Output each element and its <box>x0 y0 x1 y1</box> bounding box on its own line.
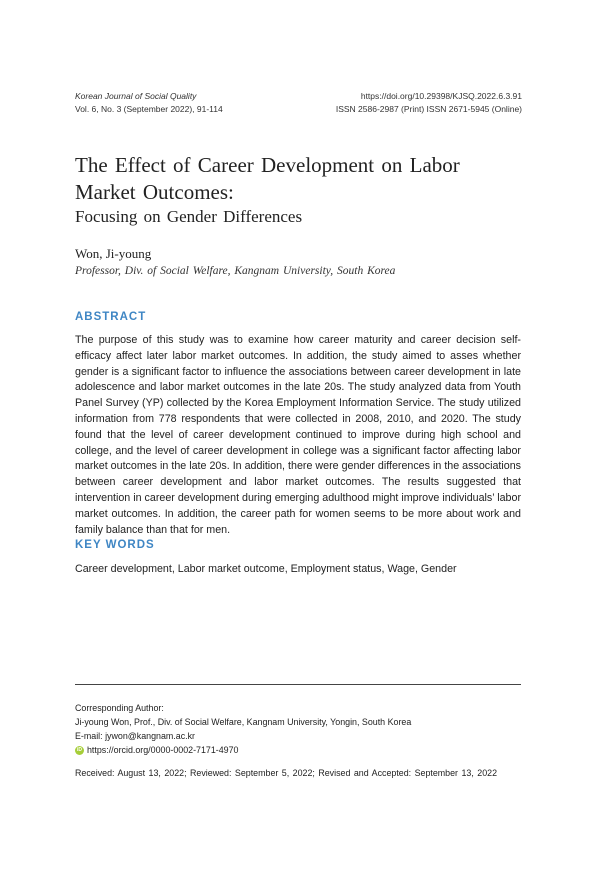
paper-subtitle: Focusing on Gender Differences <box>75 207 303 226</box>
title-line-1: The Effect of Career Development on Labor <box>75 153 460 177</box>
volume-info: Vol. 6, No. 3 (September 2022), 91-114 <box>75 104 223 114</box>
title-line-2: Market Outcomes: <box>75 180 234 204</box>
keywords-text: Career development, Labor market outcome, Employment status, Wage, Gender <box>75 563 457 575</box>
journal-header <box>75 90 223 116</box>
email-line[interactable]: E-mail: jywon@kangnam.ac.kr <box>75 731 195 741</box>
author-name: Won, Ji-young <box>75 246 152 261</box>
abstract-heading: ABSTRACT <box>75 311 147 323</box>
abstract-text: The purpose of this study was to examine how career maturity and career decision self-efficacy affect later labor market outcomes. In addition, the study aimed to asses whether gender is a significant factor to influence the associations between career development in late adolescence and labor market outcomes in the late 20s. The study analyzed data from Youth Panel Survey (YP) collected by the Korea Employment Information Service. The study utilized information from 778 respondents that were collected in 2008, 2010, and 2020. The study found that the level of career development continued to improve during high school and college, and the level of career development in college was a significant factor affecting labor market outcomes in the late 20s. In addition, there were gender differences in the associations between career development and labor market outcomes. The results suggested that intervention in career development during emerging adulthood might improve individuals’ labor market outcomes. In addition, the career path for women seems to be more about work and family balance than that for men. <box>75 334 521 536</box>
orcid-line[interactable] <box>75 743 411 757</box>
author-affiliation: Professor, Div. of Social Welfare, Kangnam University, South Korea <box>75 265 396 277</box>
paper-title <box>75 152 525 206</box>
journal-name: Korean Journal of Social Quality <box>75 91 197 101</box>
issn-info: ISSN 2586-2987 (Print) ISSN 2671-5945 (Online) <box>335 104 522 114</box>
corresponding-author-block <box>75 701 411 757</box>
corresponding-author-details: Ji-young Won, Prof., Div. of Social Welfare, Kangnam University, Yongin, South Korea <box>75 717 412 727</box>
doi-link[interactable]: https://doi.org/10.29398/KJSQ.2022.6.3.91 <box>360 91 522 101</box>
keywords-heading: KEY WORDS <box>75 539 155 551</box>
corresponding-author-label: Corresponding Author: <box>75 703 164 713</box>
orcid-link[interactable]: https://orcid.org/0000-0002-7171-4970 <box>87 745 239 755</box>
submission-dates: Received: August 13, 2022; Reviewed: September 5, 2022; Revised and Accepted: September 13, 2022 <box>75 768 498 778</box>
orcid-icon: iD <box>77 746 82 753</box>
footnote-divider <box>75 684 521 685</box>
doi-header <box>336 90 522 116</box>
